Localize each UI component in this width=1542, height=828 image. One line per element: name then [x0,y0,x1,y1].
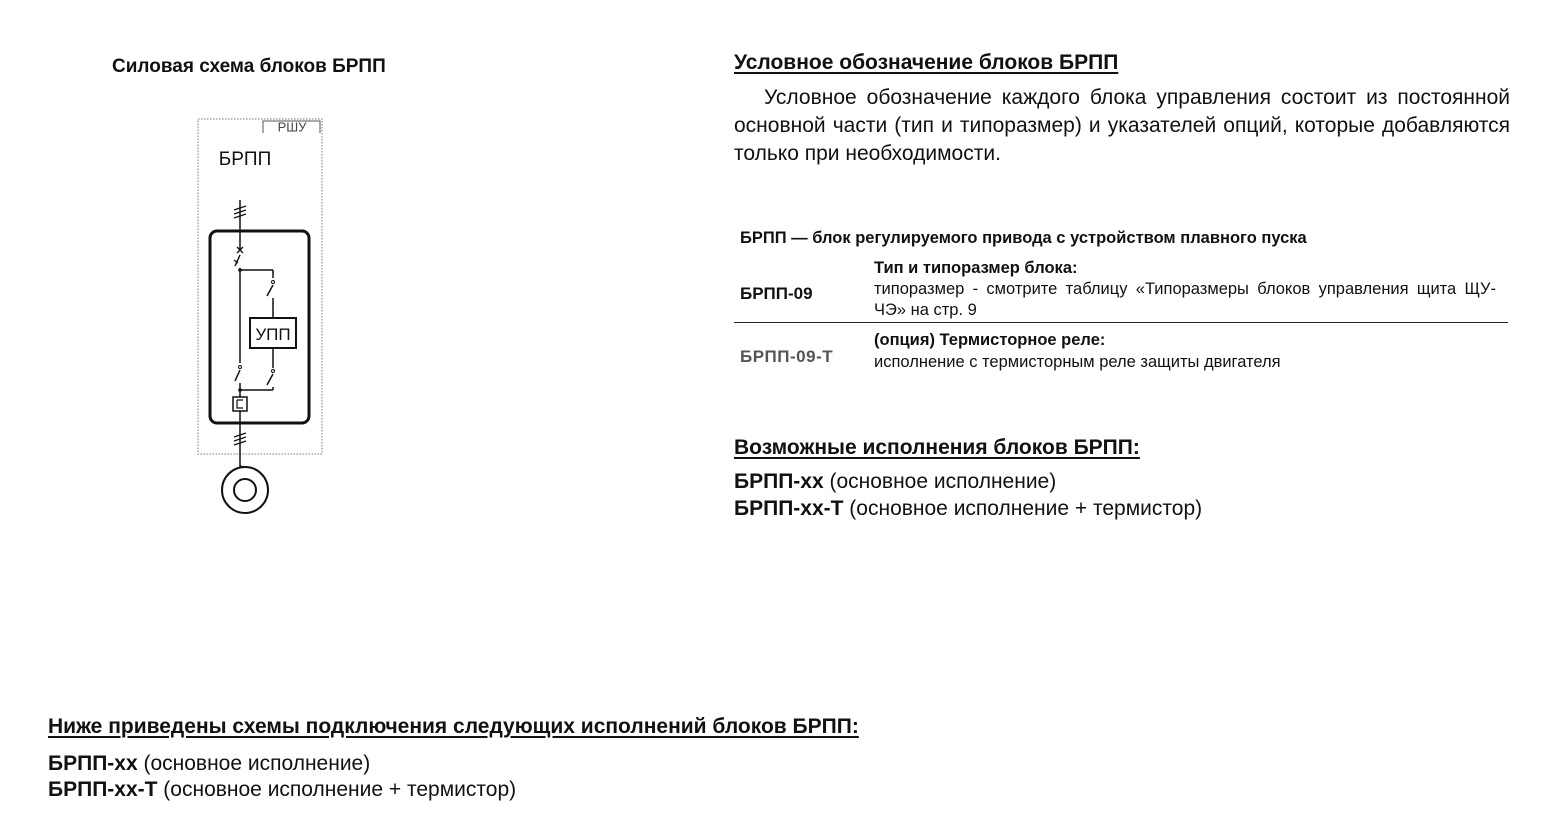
scheme-desc: (основное исполнение) [137,752,371,775]
frame-tag: РШУ [277,119,307,135]
soft-starter-label: УПП [255,325,291,344]
legend-code: БРПП-09 [740,284,813,303]
legend-option-desc: исполнение с термисторным реле защиты двигателя [874,353,1281,371]
intro-text: Условное обозначение каждого блока управления состоит из постоянной основной части (тип и типоразмер) и указателей опций, которые добавляются только при необходимости. [734,86,1510,165]
variant-desc: (основное исполнение) [823,470,1057,493]
designation-heading: Условное обозначение блоков БРПП [734,51,1119,74]
connection-schemes-heading: Ниже приведены схемы подключения следующих исполнений блоков БРПП: [48,715,859,738]
variant-item [734,497,1202,521]
designation-intro [734,84,1510,168]
block-label: БРПП [218,149,272,170]
legend-code: БРПП-09-Т [740,347,834,366]
bypass-contact-top [267,285,273,296]
scheme-code: БРПП-хх [48,752,138,775]
three-phase-marks-top [234,206,246,218]
scheme-desc: (основное исполнение + термистор) [157,778,517,801]
legend-option-desc: типоразмер - смотрите таблицу «Типоразмеры блоков управления щита ЩУ-ЧЭ» на стр. 9 [874,280,1496,319]
legend-option-title: Тип и типоразмер блока: [874,259,1078,277]
variant-code: БРПП-хх-Т [734,497,844,520]
variant-item [734,470,1056,494]
scheme-item [48,752,370,776]
variant-desc: (основное исполнение + термистор) [843,497,1203,520]
scheme-item [48,778,516,802]
scheme-code: БРПП-хх-Т [48,778,158,801]
legend-option-title: (опция) Термисторное реле: [874,331,1106,349]
three-phase-marks-bottom [234,433,246,445]
legend-title: БРПП — блок регулируемого привода с устройством плавного пуска [740,229,1307,247]
variant-code: БРПП-хх [734,470,824,493]
power-diagram-title: Силовая схема блоков БРПП [112,56,386,77]
legend-divider [734,322,1508,323]
main-contactor [235,370,240,381]
variants-heading: Возможные исполнения блоков БРПП: [734,436,1140,459]
thermal-relay [233,397,247,411]
motor-icon [222,467,268,513]
power-circuit-diagram [180,100,340,520]
bypass-contact-bottom [267,374,273,385]
